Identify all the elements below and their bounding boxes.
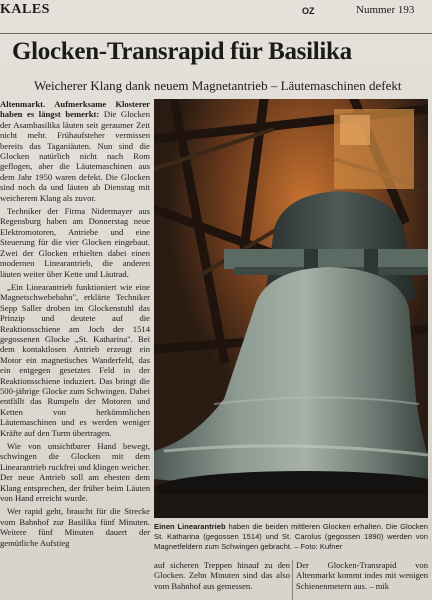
paragraph-5: Wer rapid geht, braucht für die Strecke vom Bahnhof zur Basilika fünf Minuten. Weitere fünf Minuten dauert der gemütliche Aufstieg: [0, 506, 150, 548]
page-header: [0, 0, 432, 34]
bottom-column-2: Der Glocken-Transrapid von Altenmarkt kommt indes mit wenigen Schienenmetern aus. – mik: [296, 560, 428, 591]
paragraph-3: „Ein Linearantrieb funktioniert wie eine Magnetschwebebahn", erklärte Techniker Sepp Saller droben im Glockenstuhl das Prinzip und deutete auf die Reaktionsschiene am Joch der 1514 gegossenen Glocke „St. Katharina". Bei dem kontaktlosen Antrieb erzeugt ein Motor ein magnetisches Wanderfeld, das ein entgegen gesetztes Feld in der Reaktionsschiene induziert. Das bringt die 500-jährige Glocke zum Schwingen. Dabei entfällt das Rumpeln der Motoren und Ketten von herkömmlichen Läutemaschinen und es werden weniger Kräfte auf den Turm übertragen.: [0, 281, 150, 438]
bell-image: [154, 99, 428, 518]
section-name: KALES: [0, 2, 50, 17]
article-column: [0, 99, 150, 551]
headline: Glocken-Transrapid für Basilika: [12, 38, 352, 65]
column-divider: [292, 560, 293, 600]
photo-caption: [154, 522, 428, 553]
lead-bold: Aufmerksame Klosterer haben es längst bemerkt:: [0, 99, 150, 120]
paragraph-4: Wie von unsichtbarer Hand bewegt, schwingen die Glocken mit dem Linearantrieb ruckfrei und klingen weicher. Der neue Antrieb soll am ehesten dem Klang entsprechen, der früher beim Läuten von Hand erreicht wurde.: [0, 441, 150, 504]
bottom-column-1: auf sicheren Treppen hinauf zu den Glocken. Zehn Minuten sind das also vom Bahnhof aus gemessen.: [154, 560, 290, 591]
dateline: Altenmarkt.: [0, 99, 46, 109]
article-lead: [0, 99, 150, 203]
paragraph-2: Techniker der Firma Nidermayer aus Regensburg haben am Donnerstag neue Elektromotoren, Antriebe und eine Steuerung für die vier Glocken eingebaut. Zwei der Glocken erhielten dabei einen modernen Linearantrieb, die anderen läuten weiter über Kette und Läutrad.: [0, 206, 150, 279]
bell-photo: [154, 99, 428, 518]
paragraph-1: Die Glocken der Asambasilika läuten seit geraumer Zeit nicht mehr. Frühaufsteher vermissen bereits das Taganiäuten. Nun sind die Glocken natürlich nicht nach Rom geflogen, aber die Läutemaschinen aus dem Jahr 1950 waren defekt. Die Glocken sind noch da und läuten ab Dienstag mit weicherem Klang als zuvor.: [0, 109, 150, 203]
paper-abbreviation: OZ: [302, 6, 315, 16]
issue-number: Nummer 193: [356, 4, 415, 16]
subheadline: Weicherer Klang dank neuem Magnetantrieb – Läutemaschinen defekt: [34, 78, 402, 93]
caption-text: haben die beiden mittleren Glocken erhalten. Die Glocken St. Katharina (gegossen 1514) und St. Carolus (gegossen 1890) werden von Magnetfeldern zum Schwingen gebracht. – Foto: Kufner: [154, 522, 428, 552]
caption-lead: Einen Linearantrieb: [154, 522, 226, 531]
